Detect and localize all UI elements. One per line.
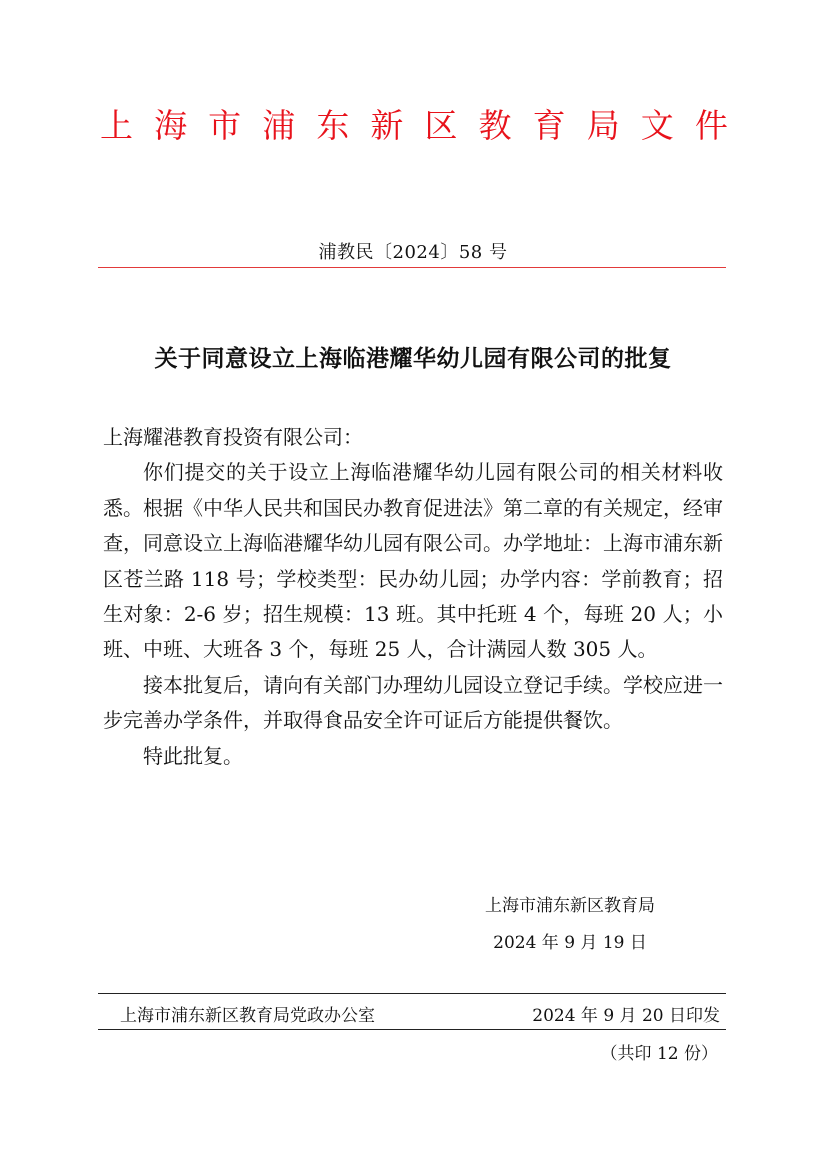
document-body xyxy=(103,420,723,774)
header-char: 件 xyxy=(694,105,728,145)
footer-office: 上海市浦东新区教育局党政办公室 xyxy=(120,1006,375,1026)
footer-print-date: 2024 年 9 月 20 日印发 xyxy=(532,1006,720,1026)
body-paragraph: 接本批复后，请向有关部门办理幼儿园设立登记手续。学校应进一步完善办学条件，并取得食品安全许可证后方能提供餐饮。 xyxy=(103,672,723,733)
header-char: 局 xyxy=(586,105,620,145)
body-paragraph: 特此批复。 xyxy=(143,743,243,768)
document-title: 关于同意设立上海临港耀华幼儿园有限公司的批复 xyxy=(154,345,672,372)
header-char: 新 xyxy=(370,105,404,145)
header-char: 育 xyxy=(532,105,566,145)
footer-bottom-rule xyxy=(98,1029,726,1030)
issue-date: 2024 年 9 月 19 日 xyxy=(493,933,647,953)
header-char: 海 xyxy=(154,105,188,145)
signature-block xyxy=(440,888,700,962)
document-number: 浦教民〔2024〕58 号 xyxy=(318,242,508,263)
issuer-name: 上海市浦东新区教育局 xyxy=(485,896,655,916)
body-paragraph: 你们提交的关于设立上海临港耀华幼儿园有限公司的相关材料收悉。根据《中华人民共和国民办教育促进法》第二章的有关规定，经审查，同意设立上海临港耀华幼儿园有限公司。办学地址：上海市浦东新区苍兰路 118 号；学校类型：民办幼儿园；办学内容：学前教育；招生对象：2-6 岁；招生规模：13 班。其中托班 4 个，每班 20 人；小班、中班、大班各 3 个，每班 25 人，合计满园人数 305 人。 xyxy=(103,460,723,662)
footer-top-rule xyxy=(98,993,726,994)
header-char: 教 xyxy=(478,105,512,145)
header-char: 浦 xyxy=(262,105,296,145)
document-header-title xyxy=(100,98,728,152)
header-char: 文 xyxy=(640,105,674,145)
header-char: 区 xyxy=(424,105,458,145)
header-char: 市 xyxy=(208,105,242,145)
addressee: 上海耀港教育投资有限公司： xyxy=(103,425,363,449)
footer-row xyxy=(120,1001,720,1026)
copies-count: （共印 12 份） xyxy=(600,1044,718,1064)
header-char: 上 xyxy=(100,105,133,145)
header-char: 东 xyxy=(316,105,350,145)
red-separator-line xyxy=(98,267,726,268)
